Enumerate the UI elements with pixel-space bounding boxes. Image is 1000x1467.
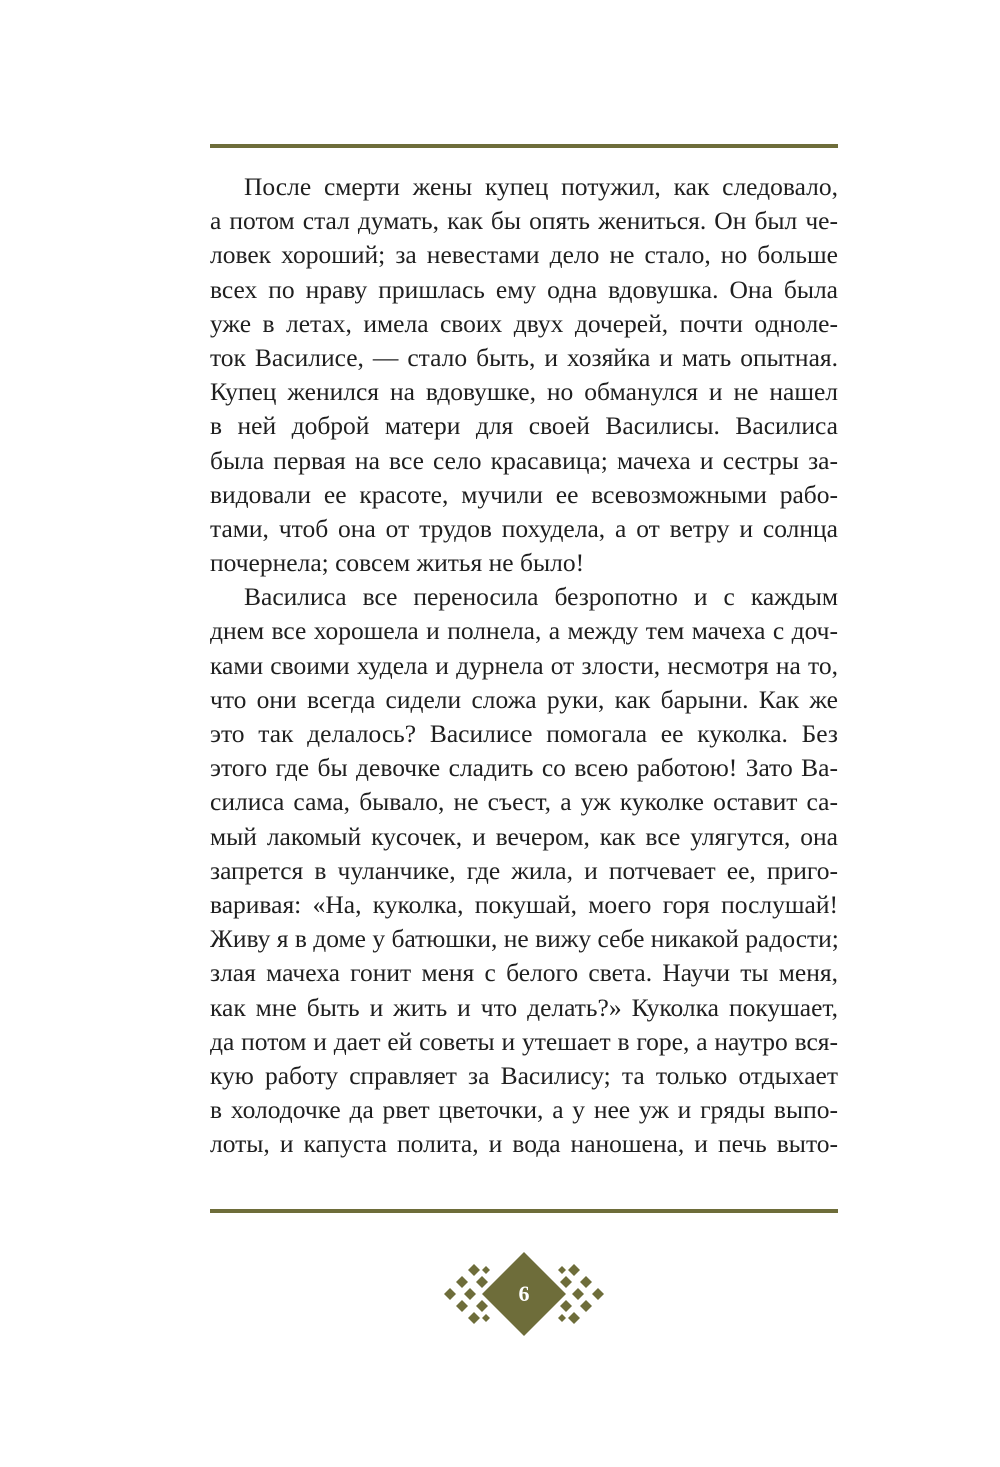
text-line: в ней доброй матери для своей Василисы. Василиса (210, 411, 838, 441)
text-line: ток Василисе, — стало быть, и хозяйка и мать опытная. (210, 342, 838, 372)
body-text (210, 170, 838, 1161)
text-line: Василиса все переносила безропотно и с каждым (244, 582, 838, 612)
text-line: была первая на все село красавица; мачеха и сестры за- (210, 445, 838, 475)
text-line: а потом стал думать, как бы опять жениться. Он был че- (210, 206, 838, 236)
text-line: этого где бы девочке сладить со всею работою! Зато Ва- (210, 753, 838, 783)
text-line: варивая: «На, куколка, покушай, моего горя послушай! (210, 889, 838, 919)
bottom-divider (210, 1209, 838, 1213)
text-line: что они всегда сидели сложа руки, как барыни. Как же (210, 684, 838, 714)
text-line: злая мачеха гонит меня с белого света. Научи ты меня, (210, 958, 838, 988)
text-line: всех по нраву пришлась ему одна вдовушка. Она была (210, 274, 838, 304)
text-line: лоты, и капуста полита, и вода наношена, и печь выто- (210, 1129, 838, 1159)
text-line: кую работу справляет за Василису; та только отдыхает (210, 1060, 838, 1090)
text-line: да потом и дает ей советы и утешает в горе, а наутро вся- (210, 1026, 838, 1056)
text-line: это так делалось? Василисе помогала ее куколка. Без (210, 719, 838, 748)
text-line: как мне быть и жить и что делать?» Куколка покушает, (210, 992, 838, 1022)
top-divider (210, 144, 838, 148)
page-number: 6 (518, 1281, 530, 1306)
text-line: После смерти жены купец потужил, как следовало, (244, 172, 838, 201)
text-line: видовали ее красоте, мучили ее всевозможными рабо- (210, 479, 838, 509)
text-line: силиса сама, бывало, не съест, а уж куколке оставит са- (210, 787, 838, 817)
text-line: почернела; совсем житья не было! (210, 548, 585, 578)
text-line: ловек хороший; за невестами дело не стало, но больше (210, 240, 838, 270)
text-line: запрется в чуланчике, где жила, и потчевает ее, приго- (210, 855, 838, 885)
text-line: ками своими худела и дурнела от злости, несмотря на то, (210, 650, 838, 680)
text-line: в холодочке да рвет цветочки, а у нее уж и гряды выпо- (210, 1095, 838, 1125)
text-line: Купец женился на вдовушке, но обманулся и не нашел (210, 377, 838, 407)
text-line: уже в летах, имела своих двух дочерей, почти одноле- (210, 308, 838, 338)
text-line: днем все хорошела и полнела, а между тем мачеха с доч- (210, 616, 838, 646)
text-line: тами, чтоб она от трудов похудела, а от ветру и солнца (210, 513, 838, 543)
text-line: мый лакомый кусочек, и вечером, как все улягутся, она (210, 821, 838, 851)
text-line: Живу я в доме у батюшки, не вижу себе никакой радости; (210, 924, 839, 954)
